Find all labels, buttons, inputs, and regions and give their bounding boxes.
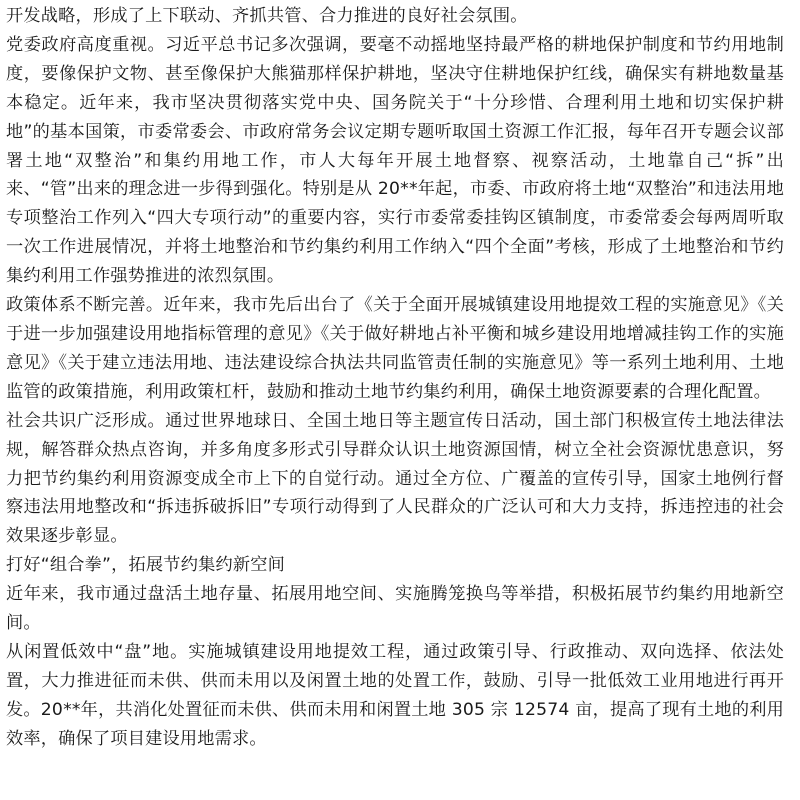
- section-heading: 打好“组合拳”，拓展节约集约新空间: [6, 555, 286, 576]
- paragraph-party-government: 党委政府高度重视。习近平总书记多次强调，要毫不动摇地坚持最严格的耕地保护制度和节约用地制度，要像保护文物、甚至像保护大熊猫那样保护耕地，坚决守住耕地保护红线，确保实有耕地数量基本稳定。近年来，我市坚决贯彻落实党中央、国务院关于“十分珍惜、合理利用土地和切实保护耕地”的基本国策，市委常委会、市政府常务会议定期专题听取国土资源工作汇报，每年召开专题会议部署土地“双整治”和集约用地工作，市人大每年开展土地督察、视察活动，土地靠自己“拆”出来、“管”出来的理念进一步得到强化。特别是从 20**年起，市委、市政府将土地“双整治”和违法用地专项整治工作列入“四大专项行动”的重要内容，实行市委常委挂钩区镇制度，市委常委会每两周听取一次工作进展情况，并将土地整治和节约集约利用工作纳入“四个全面”考核，形成了土地整治和节约集约利用工作强势推进的浓烈氛围。: [6, 34, 784, 287]
- paragraph-social-consensus: 社会共识广泛形成。通过世界地球日、全国土地日等主题宣传日活动，国土部门积极宣传土地法律法规，解答群众热点咨询，并多角度多形式引导群众认识土地资源国情，树立全社会资源忧患意识，努力把节约集约利用资源变成全市上下的自觉行动。通过全方位、广覆盖的宣传引导，国家土地例行督察违法用地整改和“拆违拆破拆旧”专项行动得到了人民群众的广泛认可和大力支持，拆违控违的社会效果逐步彰显。: [6, 410, 784, 547]
- paragraph-policy-system: 政策体系不断完善。近年来，我市先后出台了《关于全面开展城镇建设用地提效工程的实施意见》《关于进一步加强建设用地指标管理的意见》《关于做好耕地占补平衡和城乡建设用地增减挂钩工作的实施意见》《关于建立违法用地、违法建设综合执法共同监管责任制的实施意见》等一系列土地利用、土地监管的政策措施，利用政策杠杆，鼓励和推动土地节约集约利用，确保土地资源要素的合理化配置。: [6, 295, 784, 402]
- paragraph-section-intro: 近年来，我市通过盘活土地存量、拓展用地空间、实施腾笼换鸟等举措，积极拓展节约集约用地新空间。: [6, 584, 784, 634]
- paragraph-idle-land: 从闲置低效中“盘”地。实施城镇建设用地提效工程，通过政策引导、行政推动、双向选择、依法处置，大力推进征而未供、供而未用以及闲置土地的处置工作，鼓励、引导一批低效工业用地进行再开发。20**年，共消化处置征而未供、供而未用和闲置土地 305 宗 12574 亩，提高了现有土地的利用效率，确保了项目建设用地需求。: [6, 641, 784, 749]
- paragraph-intro-fragment: 开发战略，形成了上下联动、齐抓共管、合力推进的良好社会氛围。: [6, 6, 528, 26]
